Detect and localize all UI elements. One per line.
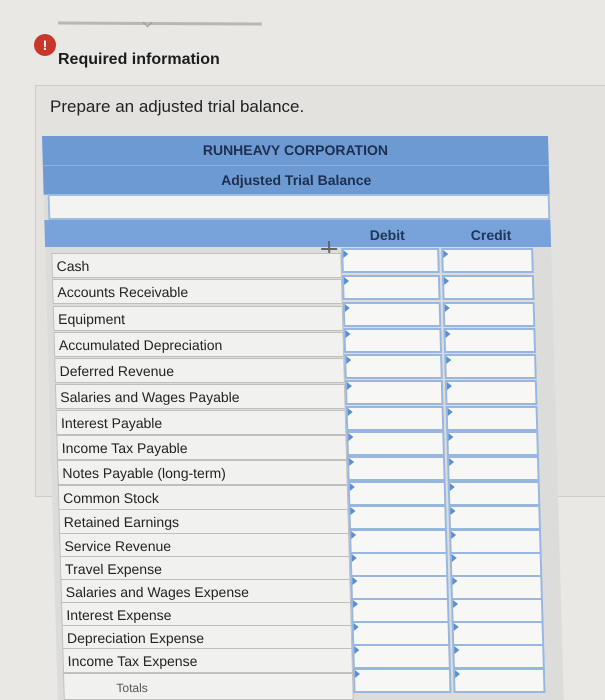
account-label: Service Revenue [64, 538, 172, 554]
account-label: Travel Expense [64, 561, 163, 577]
account-row-income-tax-expense[interactable] [62, 648, 353, 673]
debit-input-deferred-revenue[interactable] [344, 354, 443, 379]
account-row-retained-earnings[interactable] [58, 509, 349, 534]
credit-input-common-stock[interactable] [448, 481, 541, 506]
account-label: Salaries and Wages Expense [65, 584, 250, 600]
debit-input-depreciation-expense[interactable] [352, 621, 451, 646]
account-row-depreciation-expense[interactable] [62, 625, 353, 650]
account-row-common-stock[interactable] [58, 485, 349, 510]
debit-input-service-revenue[interactable] [349, 529, 448, 554]
account-label: Notes Payable (long-term) [62, 465, 227, 481]
account-row-accounts-receivable[interactable] [52, 279, 343, 304]
credit-input-totals[interactable] [453, 668, 546, 693]
account-label: Common Stock [62, 490, 160, 506]
totals-row [63, 673, 354, 700]
debit-column-header: Debit [369, 227, 405, 243]
credit-input-travel-expense[interactable] [450, 552, 543, 577]
account-row-cash[interactable] [51, 253, 342, 278]
account-label: Interest Expense [66, 607, 172, 623]
credit-input-interest-expense[interactable] [451, 598, 544, 623]
account-row-notes-payable[interactable] [57, 460, 348, 485]
credit-input-income-tax-expense[interactable] [452, 644, 545, 669]
credit-input-depreciation-expense[interactable] [452, 621, 545, 646]
account-label: Depreciation Expense [66, 630, 205, 646]
trial-balance-worksheet [42, 136, 564, 700]
debit-input-cash[interactable] [341, 248, 440, 273]
account-label: Retained Earnings [63, 514, 180, 530]
debit-input-equipment[interactable] [343, 302, 442, 327]
totals-label: Totals [116, 681, 148, 695]
account-label: Cash [56, 258, 90, 274]
credit-input-income-tax-payable[interactable] [446, 431, 539, 456]
credit-input-notes-payable[interactable] [447, 456, 540, 481]
debit-input-salaries-and-wages-payable[interactable] [345, 380, 444, 405]
debit-input-interest-payable[interactable] [346, 406, 445, 431]
account-row-travel-expense[interactable] [60, 556, 351, 581]
debit-input-notes-payable[interactable] [347, 456, 446, 481]
credit-input-cash[interactable] [441, 248, 534, 273]
account-row-interest-expense[interactable] [61, 602, 352, 627]
account-label: Income Tax Expense [67, 653, 198, 669]
account-row-equipment[interactable] [53, 306, 344, 331]
account-row-service-revenue[interactable] [59, 533, 350, 558]
debit-input-accounts-receivable[interactable] [342, 275, 441, 300]
account-label: Accounts Receivable [57, 284, 189, 300]
credit-input-service-revenue[interactable] [449, 529, 542, 554]
credit-input-accounts-receivable[interactable] [442, 275, 535, 300]
debit-input-accumulated-depreciation[interactable] [343, 328, 442, 353]
debit-input-common-stock[interactable] [348, 481, 447, 506]
account-row-accumulated-depreciation[interactable] [53, 332, 344, 357]
debit-input-income-tax-expense[interactable] [352, 644, 451, 669]
account-label: Equipment [57, 311, 126, 327]
account-row-interest-payable[interactable] [56, 410, 347, 435]
credit-column-header: Credit [470, 227, 512, 243]
debit-input-travel-expense[interactable] [350, 552, 449, 577]
instruction-text: Prepare an adjusted trial balance. [50, 97, 305, 116]
credit-input-accumulated-depreciation[interactable] [443, 328, 536, 353]
credit-input-salaries-and-wages-expense[interactable] [450, 575, 543, 600]
debit-input-totals[interactable] [353, 668, 452, 693]
top-divider [58, 21, 262, 25]
credit-input-deferred-revenue[interactable] [444, 354, 537, 379]
date-input[interactable] [48, 194, 551, 220]
debit-input-income-tax-payable[interactable] [346, 431, 445, 456]
account-row-salaries-and-wages-expense[interactable] [60, 579, 351, 604]
credit-input-interest-payable[interactable] [446, 406, 539, 431]
account-label: Income Tax Payable [61, 440, 188, 456]
account-label: Deferred Revenue [59, 363, 175, 379]
account-label: Salaries and Wages Payable [60, 389, 240, 405]
alert-icon: ! [34, 34, 56, 56]
credit-input-equipment[interactable] [443, 302, 536, 327]
account-label: Accumulated Depreciation [58, 337, 223, 353]
debit-input-interest-expense[interactable] [351, 598, 450, 623]
statement-title: Adjusted Trial Balance [43, 166, 550, 195]
credit-input-retained-earnings[interactable] [448, 505, 541, 530]
account-row-salaries-and-wages-payable[interactable] [55, 384, 346, 409]
credit-input-salaries-and-wages-payable[interactable] [445, 380, 538, 405]
account-row-income-tax-payable[interactable] [56, 435, 347, 460]
account-label: Interest Payable [60, 415, 163, 431]
account-row-deferred-revenue[interactable] [54, 358, 345, 383]
debit-input-salaries-and-wages-expense[interactable] [350, 575, 449, 600]
required-information-label: Required information [58, 51, 220, 68]
company-name: RUNHEAVY CORPORATION [42, 136, 549, 166]
debit-input-retained-earnings[interactable] [348, 505, 447, 530]
